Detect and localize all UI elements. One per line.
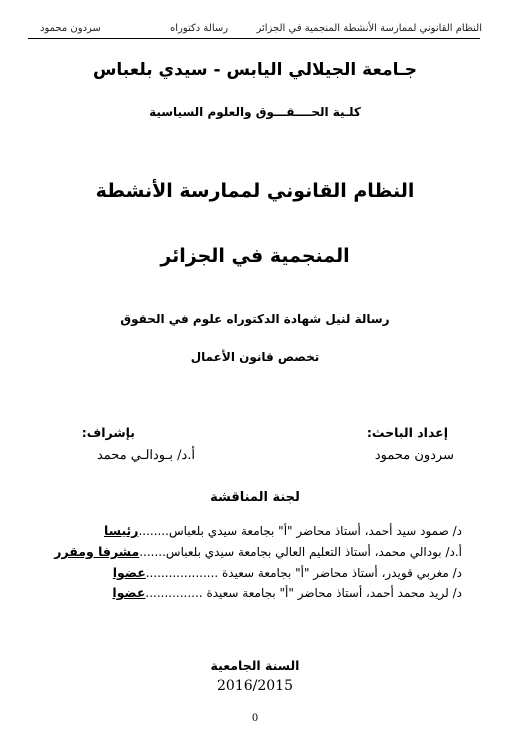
university-name: جـامعة الجيلالي اليابس - سيدي بلعباس bbox=[92, 60, 418, 80]
thesis-title-line2: المنجمية في الجزائر bbox=[160, 245, 350, 267]
faculty-name: كلـية الحــــقـــوق والعلوم السياسية bbox=[149, 105, 361, 119]
committee-row bbox=[112, 585, 462, 600]
committee-member: أ.د/ بودالي محمد، أستاذ التعليم العالي بجامعة سيدي بلعباس....... bbox=[139, 545, 462, 559]
header-doc-type: رسالة دكتوراه bbox=[170, 23, 229, 34]
committee-role: عضوا bbox=[112, 565, 146, 580]
committee-row bbox=[104, 523, 462, 538]
thesis-description: رسالة لنيل شهادة الدكتوراه علوم في الحقوق bbox=[120, 312, 390, 326]
header-title: النظام القانوني لممارسة الأنشطة المنجمية في الجزائر bbox=[256, 23, 482, 34]
committee-row bbox=[113, 565, 462, 580]
committee-row bbox=[54, 544, 462, 559]
committee-member: د/ لريد محمد أحمد، أستاذ محاضر "أ" بجامعة سعيدة ............... bbox=[145, 586, 462, 600]
committee-member: د/ صمود سيد أحمد، أستاذ محاضر "أ" بجامعة سيدي بلعباس........ bbox=[138, 524, 462, 538]
academic-year-label: السنة الجامعية bbox=[210, 658, 300, 673]
thesis-title-line1: النظام القانوني لممارسة الأنشطة bbox=[95, 180, 415, 202]
academic-year: 2016/2015 bbox=[217, 678, 293, 694]
committee-title: لجنة المناقشة bbox=[210, 490, 300, 505]
committee-role: مشرفا ومقرر bbox=[54, 544, 140, 559]
researcher-name: سردون محمود bbox=[374, 448, 454, 463]
specialty: تخصص قانون الأعمال bbox=[190, 350, 320, 364]
committee-role: رئيسا bbox=[104, 523, 139, 538]
header-author: سردون محمود bbox=[40, 23, 101, 34]
supervisor-label: بإشراف: bbox=[81, 425, 135, 440]
committee-role: عضوا bbox=[112, 585, 146, 600]
header-rule bbox=[28, 38, 480, 39]
supervisor-name: أ.د/ بـودالـي محمد bbox=[96, 448, 195, 463]
committee-member: د/ مغربي قويدر، أستاذ محاضر "أ" بجامعة سعيدة ................... bbox=[145, 566, 462, 580]
prepared-by-label: إعداد الباحث: bbox=[366, 425, 448, 440]
page-number: 0 bbox=[251, 713, 259, 724]
